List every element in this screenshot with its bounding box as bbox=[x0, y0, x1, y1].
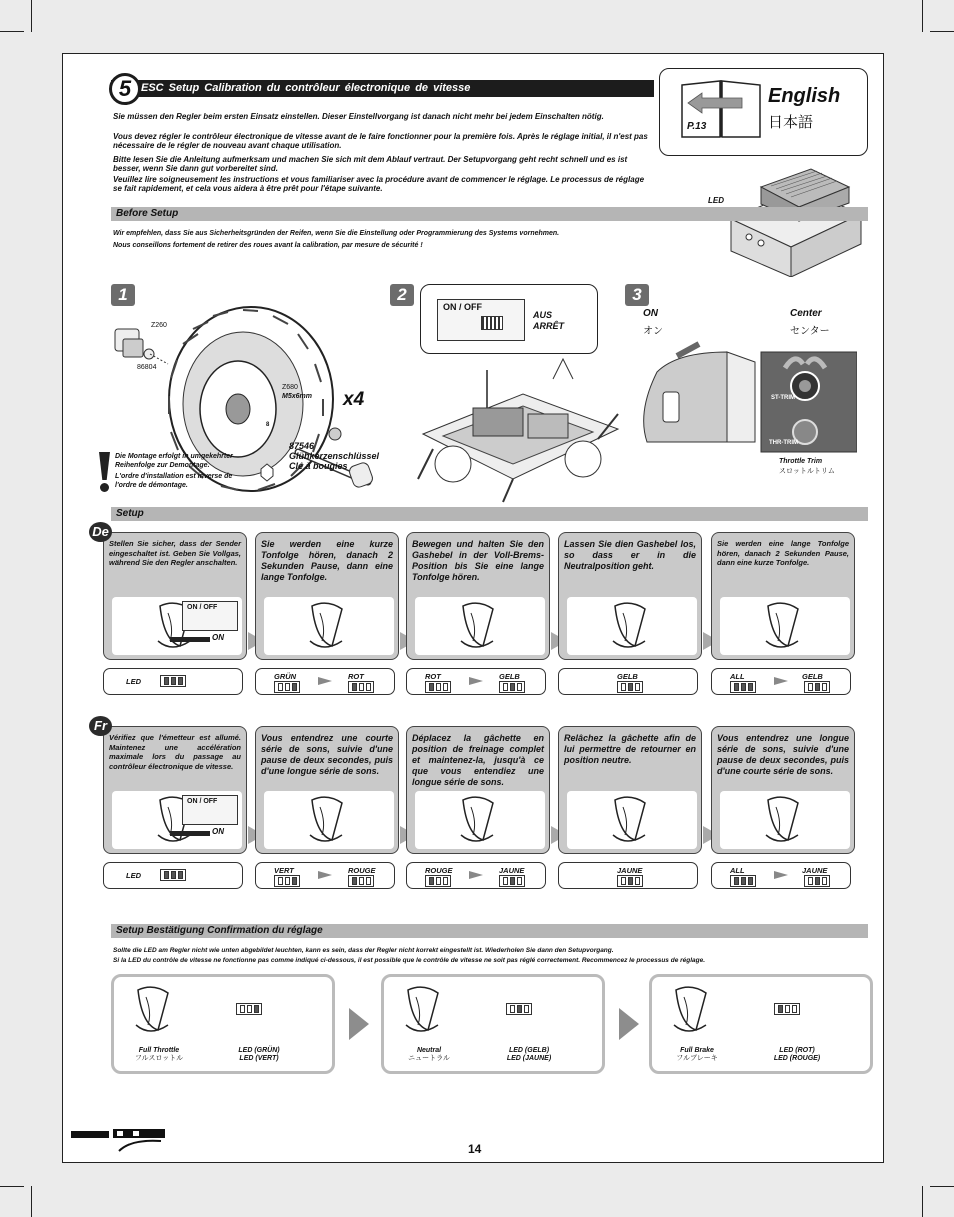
led-state-label-a: LED bbox=[126, 871, 141, 880]
setup-step-de-5 bbox=[711, 532, 855, 660]
chassis-illustration bbox=[413, 354, 623, 504]
led-cell bbox=[734, 877, 739, 885]
setup-step-de-1 bbox=[103, 532, 247, 660]
on-label: ON bbox=[643, 308, 658, 319]
setup-step-fr-4 bbox=[558, 726, 702, 854]
led-state-label-b: ROUGE bbox=[348, 866, 376, 875]
led-indicator-icon bbox=[236, 1003, 262, 1015]
led-cell bbox=[510, 877, 515, 885]
led-cell bbox=[748, 683, 753, 691]
step-illustration bbox=[567, 791, 697, 849]
step-instruction: Vérifiez que l'émetteur est allumé. Maintenez une accélération maximale lors du passage au contrôleur électronique de vitesse. bbox=[109, 733, 241, 771]
led-cell bbox=[628, 683, 633, 691]
led-color-label-de: LED (GRÜN) bbox=[238, 1047, 280, 1054]
step-2-badge: 2 bbox=[390, 284, 414, 306]
led-cell bbox=[178, 677, 183, 685]
led-cell bbox=[808, 877, 813, 885]
led-indicator-icon bbox=[160, 869, 186, 881]
led-cell bbox=[734, 683, 739, 691]
crop-mark bbox=[31, 1186, 32, 1217]
led-state-label-a: LED bbox=[126, 677, 141, 686]
led-cell bbox=[792, 1005, 797, 1013]
manual-page bbox=[62, 53, 884, 1163]
led-state-label-a: JAUNE bbox=[617, 866, 643, 875]
led-cell bbox=[815, 877, 820, 885]
led-indicator-icon bbox=[499, 681, 525, 693]
led-state-label-b: ROT bbox=[348, 672, 364, 681]
crop-mark bbox=[930, 1186, 954, 1187]
step-illustration bbox=[567, 597, 697, 655]
part-z260: Z260 bbox=[151, 322, 167, 329]
led-cell bbox=[510, 683, 515, 691]
setup-heading: Setup bbox=[111, 507, 868, 521]
intro-fr-2: Veuillez lire soigneusement les instructions et vous familiariser avec la procédure avant de commencer le réglage. Le processus de réglage se fait rapidement, et cela vous aidera à être prêt pour l'étape suivante. bbox=[113, 175, 645, 193]
confirm-heading: Setup Bestätigung Confirmation du réglage bbox=[111, 924, 868, 938]
led-indicator-icon bbox=[506, 1003, 532, 1015]
led-cell bbox=[278, 683, 283, 691]
setup-step-fr-5 bbox=[711, 726, 855, 854]
setup-step-de-3 bbox=[406, 532, 550, 660]
setup-step-fr-2 bbox=[255, 726, 399, 854]
lang-tag-fr: Fr bbox=[89, 716, 112, 736]
power-switch bbox=[481, 316, 503, 330]
intro-de-1: Sie müssen den Regler beim ersten Einsatz einstellen. Dieser Einstellvorgang ist danach nicht mehr bei jedem Einschalten nötig. bbox=[113, 112, 604, 121]
step-instruction: Vous entendrez une longue série de sons, suivie d'une pause de deux secondes, puis d'une courte série de sons. bbox=[717, 733, 849, 776]
led-state-fr-2 bbox=[255, 862, 395, 889]
confirm-item-1 bbox=[111, 974, 335, 1074]
led-cell bbox=[815, 683, 820, 691]
led-cell bbox=[171, 871, 176, 879]
switch-label: ON / OFF bbox=[443, 302, 482, 312]
led-cell bbox=[292, 683, 297, 691]
transition-arrow-icon bbox=[318, 871, 332, 879]
language-reference-box bbox=[659, 68, 868, 156]
led-cell bbox=[517, 683, 522, 691]
led-state-label-b: JAUNE bbox=[802, 866, 828, 875]
trigger-hand-icon bbox=[758, 601, 818, 651]
led-cell bbox=[429, 683, 434, 691]
tool-number: 87546 bbox=[289, 441, 315, 451]
led-cell bbox=[503, 683, 508, 691]
section-title: ESC Setup Calibration du contrôleur électronique de vitesse bbox=[111, 80, 654, 97]
switch-label: ON / OFF bbox=[187, 798, 218, 805]
led-indicator-icon bbox=[499, 875, 525, 887]
confirm-item-3 bbox=[649, 974, 873, 1074]
on-label: ON bbox=[212, 827, 224, 836]
led-cell bbox=[352, 877, 357, 885]
setup-step-de-4 bbox=[558, 532, 702, 660]
step-instruction: Vous entendrez une courte série de sons, suivie d'une pause de deux secondes, puis d'une longue série de sons. bbox=[261, 733, 393, 776]
trigger-hand-icon bbox=[605, 601, 665, 651]
hand-position-label-jp: フルスロットル bbox=[134, 1055, 184, 1062]
led-cell bbox=[621, 683, 626, 691]
quantity-x4: x4 bbox=[343, 389, 365, 410]
warning-text-fr: L'ordre d'installation est inverse de l'ordre de démontage. bbox=[115, 473, 233, 489]
led-cell bbox=[443, 877, 448, 885]
part-z680-size: M5x6mm bbox=[282, 393, 312, 400]
transition-arrow-icon bbox=[469, 677, 483, 685]
led-cell bbox=[822, 683, 827, 691]
transition-arrow-icon bbox=[469, 871, 483, 879]
led-cell bbox=[822, 877, 827, 885]
on-label-jp: オン bbox=[643, 326, 663, 337]
led-indicator-icon bbox=[348, 681, 374, 693]
led-cell bbox=[436, 683, 441, 691]
step-instruction: Lassen Sie dien Gashebel los, so dass er in die Neutralposition geht. bbox=[564, 539, 696, 571]
led-cell bbox=[517, 1005, 522, 1013]
led-indicator-icon bbox=[774, 1003, 800, 1015]
page-number: 14 bbox=[468, 1142, 482, 1156]
warning-text-de: Die Montage erfolgt in umgekehrter Reihenfolge zur Demontage. bbox=[115, 453, 233, 469]
led-state-label-a: ALL bbox=[730, 866, 745, 875]
crop-mark bbox=[31, 0, 32, 32]
led-cell bbox=[178, 871, 183, 879]
led-indicator-icon bbox=[730, 681, 756, 693]
logo-text bbox=[103, 1152, 109, 1153]
throttle-trim-label: Throttle Trim bbox=[779, 458, 823, 465]
step-illustration bbox=[720, 791, 850, 849]
lang-tag-de: De bbox=[89, 522, 112, 542]
trigger-hand-icon bbox=[302, 601, 362, 651]
led-cell bbox=[524, 1005, 529, 1013]
led-cell bbox=[366, 877, 371, 885]
thr-trim-label: THR-TRIM bbox=[769, 440, 798, 446]
step-instruction: Relâchez la gâchette afin de lui permettre de retourner en position neutre. bbox=[564, 733, 696, 765]
led-cell bbox=[748, 877, 753, 885]
step-instruction: Sie werden eine lange Tonfolge hören, danach 2 Sekunden Pause, dann eine kurze Tonfolge. bbox=[717, 539, 849, 567]
led-indicator-icon bbox=[160, 675, 186, 687]
before-setup-note-de: Wir empfehlen, dass Sie aus Sicherheitsgründen der Reifen, wenn Sie die Einstellung oder Programmierung des Systems vornehmen. bbox=[113, 230, 560, 237]
led-cell bbox=[359, 683, 364, 691]
led-state-label-a: VERT bbox=[274, 866, 294, 875]
led-state-label-b: GELB bbox=[802, 672, 823, 681]
step-illustration bbox=[264, 597, 394, 655]
confirm-note-fr: Si la LED du contrôle de vitesse ne fonctionne pas comme indiqué ci-dessous, il est possible que le contrôle de vitesse ne soit pas réglé correctement. Recommencez le processus de réglage. bbox=[113, 957, 706, 964]
led-cell bbox=[429, 877, 434, 885]
japanese-label: 日本語 bbox=[768, 114, 814, 131]
step-instruction: Sie werden eine kurze Tonfolge hören, danach 2 Sekunden Pause, dann eine lange Tonfolge. bbox=[261, 539, 393, 582]
switch-panel bbox=[182, 601, 238, 631]
led-cell bbox=[164, 677, 169, 685]
led-state-de-2 bbox=[255, 668, 395, 695]
led-state-label-a: ROUGE bbox=[425, 866, 453, 875]
before-setup-heading: Before Setup bbox=[111, 207, 868, 221]
led-indicator-icon bbox=[274, 875, 300, 887]
led-state-fr-1 bbox=[103, 862, 243, 889]
next-arrow-icon bbox=[619, 1008, 639, 1040]
step-illustration bbox=[720, 597, 850, 655]
next-arrow-icon bbox=[349, 1008, 369, 1040]
transmitter-illustration bbox=[637, 332, 857, 457]
trigger-hand-icon bbox=[666, 985, 726, 1035]
step-illustration bbox=[264, 791, 394, 849]
crop-mark bbox=[922, 0, 923, 32]
led-indicator-icon bbox=[617, 681, 643, 693]
setup-step-de-2 bbox=[255, 532, 399, 660]
step-instruction: Stellen Sie sicher, dass der Sender eingeschaltet ist. Geben Sie Vollgas, während Sie den Regler anschalten. bbox=[109, 539, 241, 567]
transition-arrow-icon bbox=[774, 677, 788, 685]
led-cell bbox=[741, 683, 746, 691]
led-cell bbox=[164, 871, 169, 879]
led-state-label-a: ALL bbox=[730, 672, 745, 681]
crop-mark bbox=[0, 31, 24, 32]
step-illustration bbox=[112, 791, 242, 849]
led-cell bbox=[278, 877, 283, 885]
led-color-label-de: LED (GELB) bbox=[508, 1047, 550, 1054]
warning-dot bbox=[100, 483, 109, 492]
led-indicator-icon bbox=[425, 875, 451, 887]
step-instruction: Déplacez la gâchette en position de freinage complet et maintenez-la, jusqu'à ce que vous entendiez une longue série de sons. bbox=[412, 733, 544, 787]
led-cell bbox=[517, 877, 522, 885]
esc-led-label: LED bbox=[708, 196, 724, 205]
led-cell bbox=[359, 877, 364, 885]
led-cell bbox=[171, 677, 176, 685]
trigger-hand-icon bbox=[302, 795, 362, 845]
intro-de-2: Bitte lesen Sie die Anleitung aufmerksam und machen Sie sich mit dem Ablauf vertraut. Der Setupvorgang geht recht schnell und es ist besser, wenn Sie dann gut vorbereitet sind. bbox=[113, 155, 628, 173]
led-cell bbox=[352, 683, 357, 691]
switch-label: ON / OFF bbox=[187, 604, 218, 611]
trigger-hand-icon bbox=[128, 985, 188, 1035]
led-state-fr-4 bbox=[558, 862, 698, 889]
arrow-left-icon bbox=[170, 637, 210, 642]
step-instruction: Bewegen und halten Sie den Gashebel in der Voll-Brems-Position bis Sie eine lange Tonfolge hören. bbox=[412, 539, 544, 582]
nut-size: 8 bbox=[266, 422, 270, 428]
part-86804: 86804 bbox=[137, 364, 157, 371]
led-cell bbox=[741, 877, 746, 885]
led-cell bbox=[621, 877, 626, 885]
on-label: ON bbox=[212, 633, 224, 642]
hand-position-label-jp: フルブレーキ bbox=[676, 1055, 718, 1062]
center-label: Center bbox=[790, 308, 822, 319]
led-cell bbox=[366, 683, 371, 691]
before-setup-note-fr: Nous conseillons fortement de retirer des roues avant la calibration, par mesure de sécurité ! bbox=[113, 242, 423, 249]
hand-position-label: Neutral bbox=[416, 1047, 442, 1054]
st-trim-label: ST-TRIM bbox=[771, 395, 795, 401]
english-label: English bbox=[768, 85, 841, 107]
tool-name-fr: Clé à bougies bbox=[289, 461, 348, 471]
transition-arrow-icon bbox=[318, 677, 332, 685]
led-cell bbox=[285, 877, 290, 885]
transition-arrow-icon bbox=[774, 871, 788, 879]
throttle-trim-label-jp: スロットルトリム bbox=[779, 468, 835, 475]
setup-step-fr-1 bbox=[103, 726, 247, 854]
led-indicator-icon bbox=[804, 681, 830, 693]
trigger-hand-icon bbox=[605, 795, 665, 845]
led-cell bbox=[785, 1005, 790, 1013]
tool-name-de: Glühkerzenschlüssel bbox=[289, 451, 380, 461]
hand-position-label: Full Brake bbox=[680, 1047, 714, 1054]
crop-mark bbox=[930, 31, 954, 32]
step-number-badge: 5 bbox=[109, 73, 141, 105]
led-cell bbox=[503, 877, 508, 885]
led-cell bbox=[285, 683, 290, 691]
led-cell bbox=[808, 683, 813, 691]
setup-step-fr-3 bbox=[406, 726, 550, 854]
led-color-label-fr: LED (VERT) bbox=[239, 1055, 279, 1062]
led-color-label-fr: LED (JAUNE) bbox=[506, 1055, 552, 1062]
led-color-label-de: LED (ROT) bbox=[779, 1047, 815, 1054]
led-cell bbox=[247, 1005, 252, 1013]
led-indicator-icon bbox=[730, 875, 756, 887]
intro-fr-1: Vous devez régler le contrôleur électronique de vitesse avant de le faire fonctionner pour la première fois. Après le réglage initial, il n'est pas nécessaire de le régler de nouveau avant chaque utilisation. bbox=[113, 132, 648, 150]
led-cell bbox=[510, 1005, 515, 1013]
hpi-racing-logo bbox=[71, 1129, 167, 1153]
switch-panel bbox=[182, 795, 238, 825]
led-state-de-4 bbox=[558, 668, 698, 695]
trigger-hand-icon bbox=[453, 601, 513, 651]
led-indicator-icon bbox=[348, 875, 374, 887]
led-cell bbox=[443, 683, 448, 691]
led-cell bbox=[240, 1005, 245, 1013]
arrow-left-icon bbox=[170, 831, 210, 836]
led-cell bbox=[635, 877, 640, 885]
led-indicator-icon bbox=[425, 681, 451, 693]
crop-mark bbox=[922, 1186, 923, 1217]
led-state-label-a: GRÜN bbox=[274, 672, 297, 681]
crop-mark bbox=[0, 1186, 24, 1187]
off-label-fr: ARRÊT bbox=[533, 321, 564, 331]
step-illustration bbox=[112, 597, 242, 655]
led-state-de-5 bbox=[711, 668, 851, 695]
led-indicator-icon bbox=[274, 681, 300, 693]
trigger-hand-icon bbox=[398, 985, 458, 1035]
led-cell bbox=[628, 877, 633, 885]
trigger-hand-icon bbox=[453, 795, 513, 845]
led-cell bbox=[254, 1005, 259, 1013]
part-z680: Z680 bbox=[282, 384, 298, 391]
hand-position-label-jp: ニュートラル bbox=[408, 1055, 450, 1062]
step-illustration bbox=[415, 597, 545, 655]
confirm-note-de: Sollte die LED am Regler nicht wie unten abgebildet leuchten, kann es sein, dass der Regler nicht korrekt eingestellt ist. Wiederholen Sie dann den Setupvorgang. bbox=[113, 947, 614, 954]
led-state-label-b: JAUNE bbox=[499, 866, 525, 875]
led-state-label-b: GELB bbox=[499, 672, 520, 681]
led-cell bbox=[292, 877, 297, 885]
led-indicator-icon bbox=[804, 875, 830, 887]
led-state-de-1 bbox=[103, 668, 243, 695]
led-state-fr-3 bbox=[406, 862, 546, 889]
led-state-label-a: GELB bbox=[617, 672, 638, 681]
led-state-label-a: ROT bbox=[425, 672, 441, 681]
led-cell bbox=[436, 877, 441, 885]
led-cell bbox=[778, 1005, 783, 1013]
led-color-label-fr: LED (ROUGE) bbox=[773, 1055, 821, 1062]
confirm-item-2 bbox=[381, 974, 605, 1074]
center-label-jp: センター bbox=[790, 326, 830, 337]
led-indicator-icon bbox=[617, 875, 643, 887]
led-state-fr-5 bbox=[711, 862, 851, 889]
step-illustration bbox=[415, 791, 545, 849]
led-state-de-3 bbox=[406, 668, 546, 695]
off-label-de: AUS bbox=[533, 310, 553, 320]
led-cell bbox=[635, 683, 640, 691]
page-ref: P.13 bbox=[687, 121, 707, 132]
step-3-badge: 3 bbox=[625, 284, 649, 306]
step-1-badge: 1 bbox=[111, 284, 135, 306]
trigger-hand-icon bbox=[758, 795, 818, 845]
hand-position-label: Full Throttle bbox=[138, 1047, 180, 1054]
